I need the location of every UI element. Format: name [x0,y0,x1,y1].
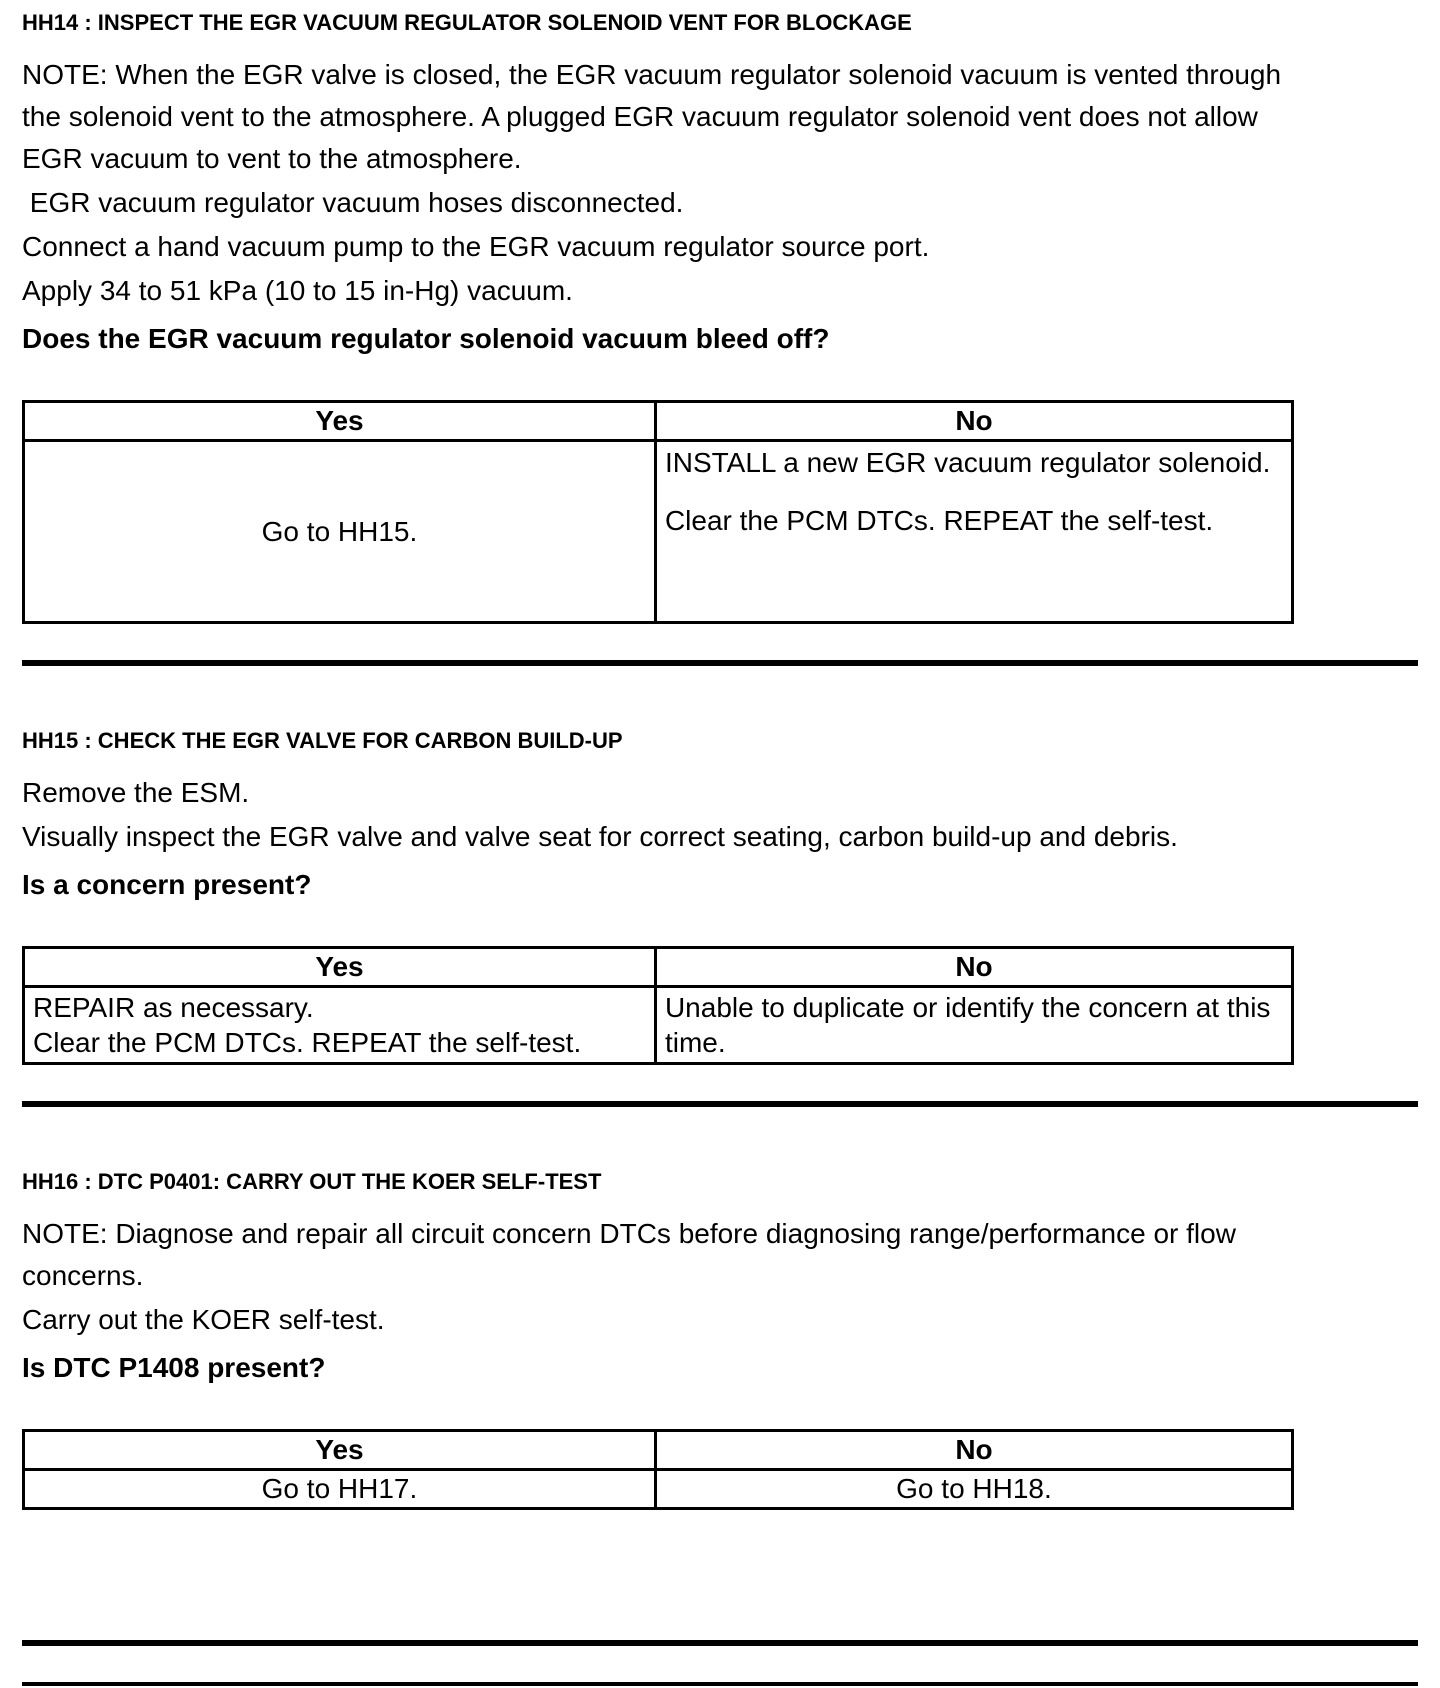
section-hh14-step-1: EGR vacuum regulator vacuum hoses disconnected. [22,187,684,218]
section-divider [22,1101,1418,1107]
no-header-cell: No [655,402,1292,441]
no-cell-text-1: INSTALL a new EGR vacuum regulator solenoid. [664,447,1271,478]
yes-header-cell: Yes [24,1431,656,1470]
table-header-row [24,948,1293,987]
yes-cell [24,1470,656,1509]
section-hh14-step-2: Connect a hand vacuum pump to the EGR vacuum regulator source port. [22,231,930,262]
no-cell [655,441,1292,623]
no-cell-text: Go to HH18. [896,1473,1052,1504]
section-hh15-step-2: Visually inspect the EGR valve and valve seat for correct seating, carbon build-up and debris. [22,821,1178,852]
no-cell [655,1470,1292,1509]
section-hh15 [22,728,1418,1065]
table-body-row [24,987,1293,1064]
yes-cell [24,441,656,623]
table-header-row [24,1431,1293,1470]
section-divider [22,1640,1418,1646]
decision-table-hh16 [22,1429,1294,1510]
yes-header-cell: Yes [24,948,656,987]
yes-header-cell: Yes [24,402,656,441]
yes-cell-text-1: REPAIR as necessary. [33,992,314,1023]
table-body-row [24,441,1293,623]
document-page [22,10,1418,1686]
section-hh14 [22,10,1418,624]
section-divider [22,660,1418,666]
no-cell [655,987,1292,1064]
section-hh16-question: Is DTC P1408 present? [22,1352,326,1383]
section-hh16-step-1: Carry out the KOER self-test. [22,1304,385,1335]
no-header-cell: No [655,948,1292,987]
no-cell-text-2: Clear the PCM DTCs. REPEAT the self-test. [664,505,1214,536]
section-hh16 [22,1169,1418,1510]
section-hh14-note: NOTE: When the EGR valve is closed, the EGR vacuum regulator solenoid vacuum is vented through the solenoid vent to the atmosphere. A plugged EGR vacuum regulator solenoid vent does not allow EGR vacuum to vent to the atmosphere. [22,59,1289,174]
section-hh15-heading: HH15 : CHECK THE EGR VALVE FOR CARBON BUILD-UP [22,728,623,753]
section-hh16-note: NOTE: Diagnose and repair all circuit concern DTCs before diagnosing range/performance or flow concerns. [22,1218,1244,1291]
yes-cell [24,987,656,1064]
yes-cell-text: Go to HH17. [261,1473,418,1504]
section-hh14-step-3: Apply 34 to 51 kPa (10 to 15 in-Hg) vacuum. [22,275,573,306]
section-hh16-heading: HH16 : DTC P0401: CARRY OUT THE KOER SELF-TEST [22,1169,602,1194]
yes-cell-text: Go to HH15. [261,515,418,547]
section-hh15-question: Is a concern present? [22,869,312,900]
table-body-row [24,1470,1293,1509]
section-hh14-heading: HH14 : INSPECT THE EGR VACUUM REGULATOR SOLENOID VENT FOR BLOCKAGE [22,10,912,35]
decision-table-hh14 [22,400,1294,624]
partial-bottom-rule [22,1682,1418,1686]
section-hh14-question: Does the EGR vacuum regulator solenoid vacuum bleed off? [22,323,830,354]
table-header-row [24,402,1293,441]
decision-table-hh15 [22,946,1294,1065]
section-hh15-step-1: Remove the ESM. [22,777,250,808]
no-cell-text: Unable to duplicate or identify the concern at this time. [664,992,1271,1058]
no-header-cell: No [655,1431,1292,1470]
yes-cell-text-2: Clear the PCM DTCs. REPEAT the self-test. [33,1027,582,1058]
